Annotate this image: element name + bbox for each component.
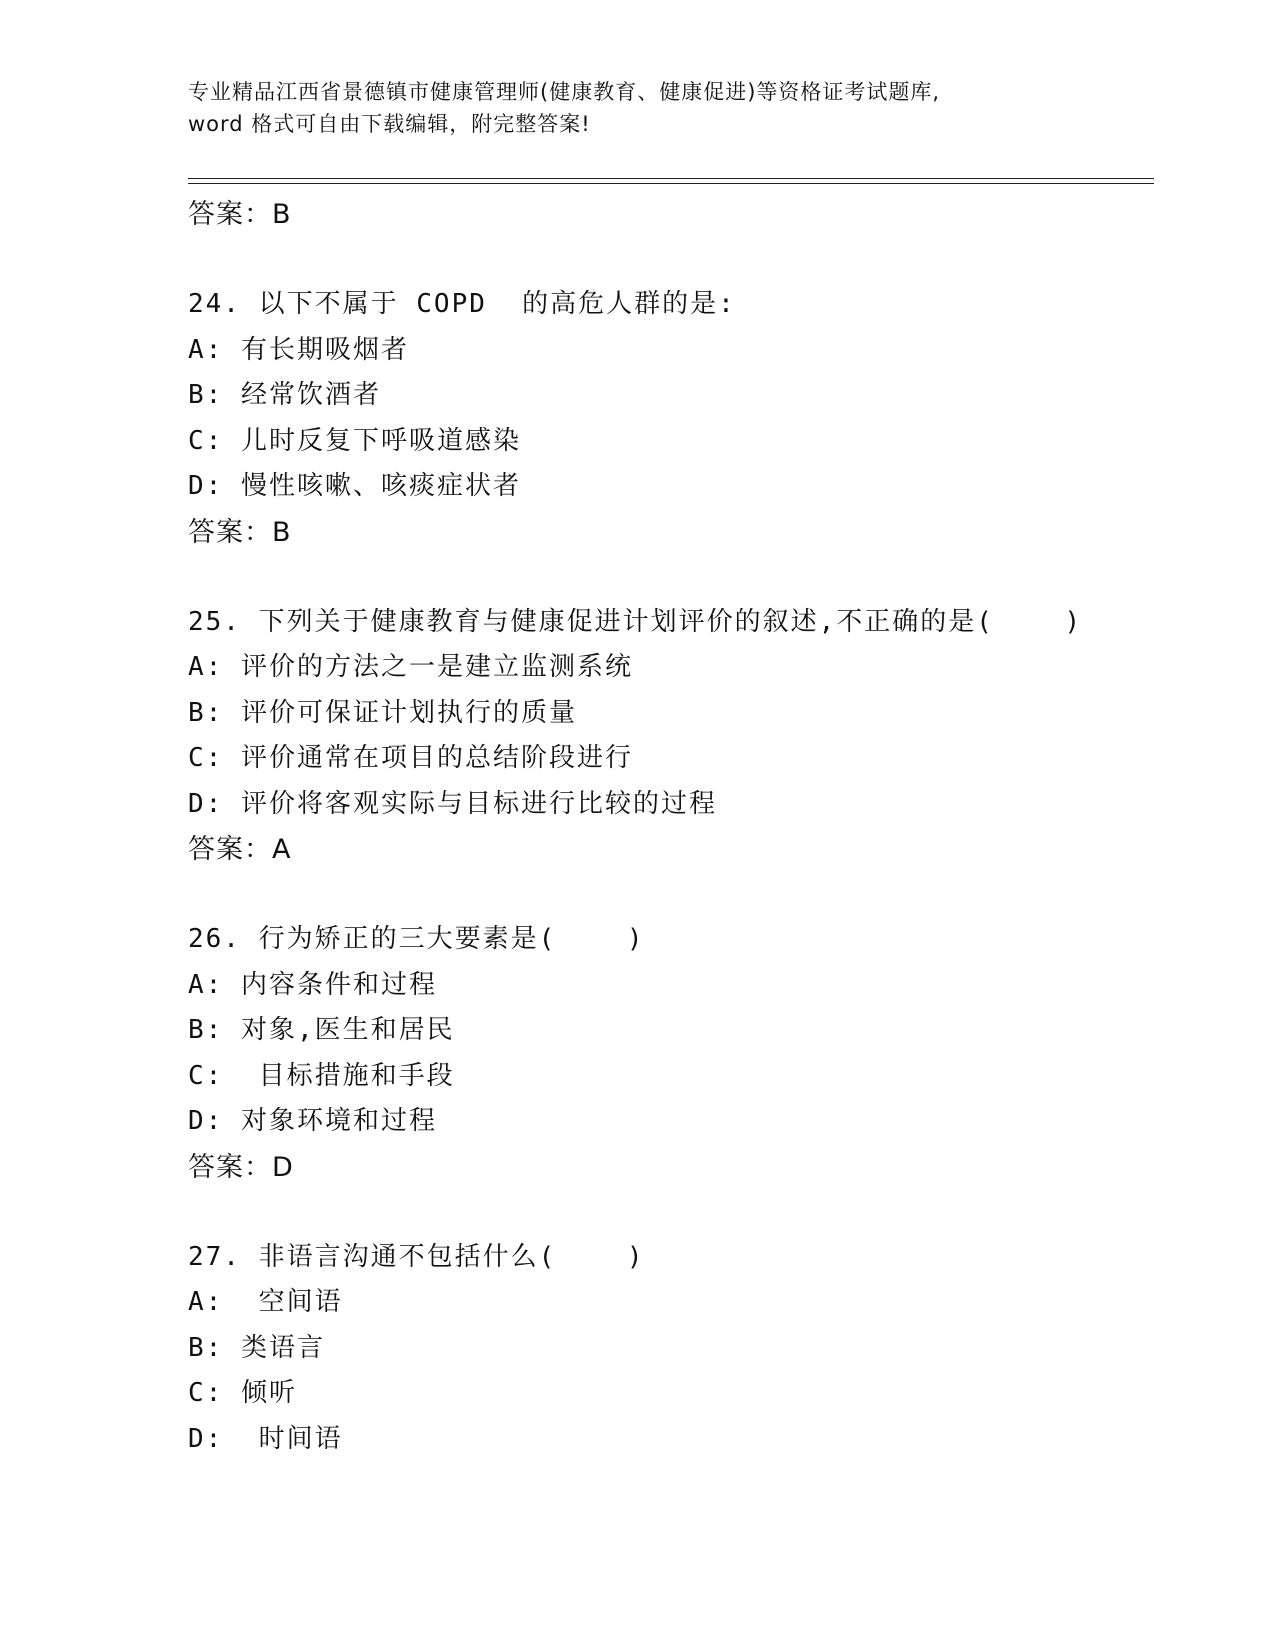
option-b: B: 对象,医生和居民 (188, 1015, 455, 1045)
answer-line: 答案：B (188, 516, 292, 548)
header-divider-top (188, 178, 1154, 179)
option-c: C: 倾听 (188, 1378, 297, 1408)
option-d: D: 对象环境和过程 (188, 1106, 437, 1136)
question-list (188, 192, 1148, 1462)
header-divider-bottom (188, 183, 1154, 184)
header-line-2: word 格式可自由下载编辑，附完整答案! (188, 112, 591, 136)
option-d: D: 时间语 (188, 1423, 343, 1454)
option-b: B: 评价可保证计划执行的质量 (188, 697, 577, 728)
document-header (188, 76, 1088, 140)
option-d: D: 慢性咳嗽、咳痰症状者 (188, 471, 521, 501)
option-c: C: 目标措施和手段 (188, 1060, 455, 1091)
option-d: D: 评价将客观实际与目标进行比较的过程 (188, 788, 717, 819)
answer-line: 答案：D (188, 1151, 294, 1183)
option-a: A: 内容条件和过程 (188, 969, 437, 1000)
answer-line: 答案：B (188, 199, 292, 230)
answer-line: 答案：A (188, 834, 292, 865)
question-block (188, 600, 1148, 874)
question-stem: 27. 非语言沟通不包括什么( ) (188, 1241, 645, 1272)
question-block (188, 282, 1148, 556)
header-line-1: 专业精品江西省景德镇市健康管理师(健康教育、健康促进)等资格证考试题库, (188, 80, 941, 104)
option-b: B: 经常饮酒者 (188, 380, 381, 410)
option-c: C: 评价通常在项目的总结阶段进行 (188, 743, 633, 773)
question-block (188, 917, 1148, 1191)
option-b: B: 类语言 (188, 1332, 325, 1363)
option-a: A: 有长期吸烟者 (188, 334, 409, 365)
question-stem: 24. 以下不属于 COPD 的高危人群的是: (188, 289, 736, 319)
question-stem: 26. 行为矫正的三大要素是( ) (188, 924, 645, 954)
question-stem: 25. 下列关于健康教育与健康促进计划评价的叙述,不正确的是( ) (188, 606, 1083, 637)
question-block (188, 1235, 1148, 1463)
option-a: A: 评价的方法之一是建立监测系统 (188, 652, 633, 682)
option-c: C: 儿时反复下呼吸道感染 (188, 425, 521, 456)
option-a: A: 空间语 (188, 1287, 343, 1317)
